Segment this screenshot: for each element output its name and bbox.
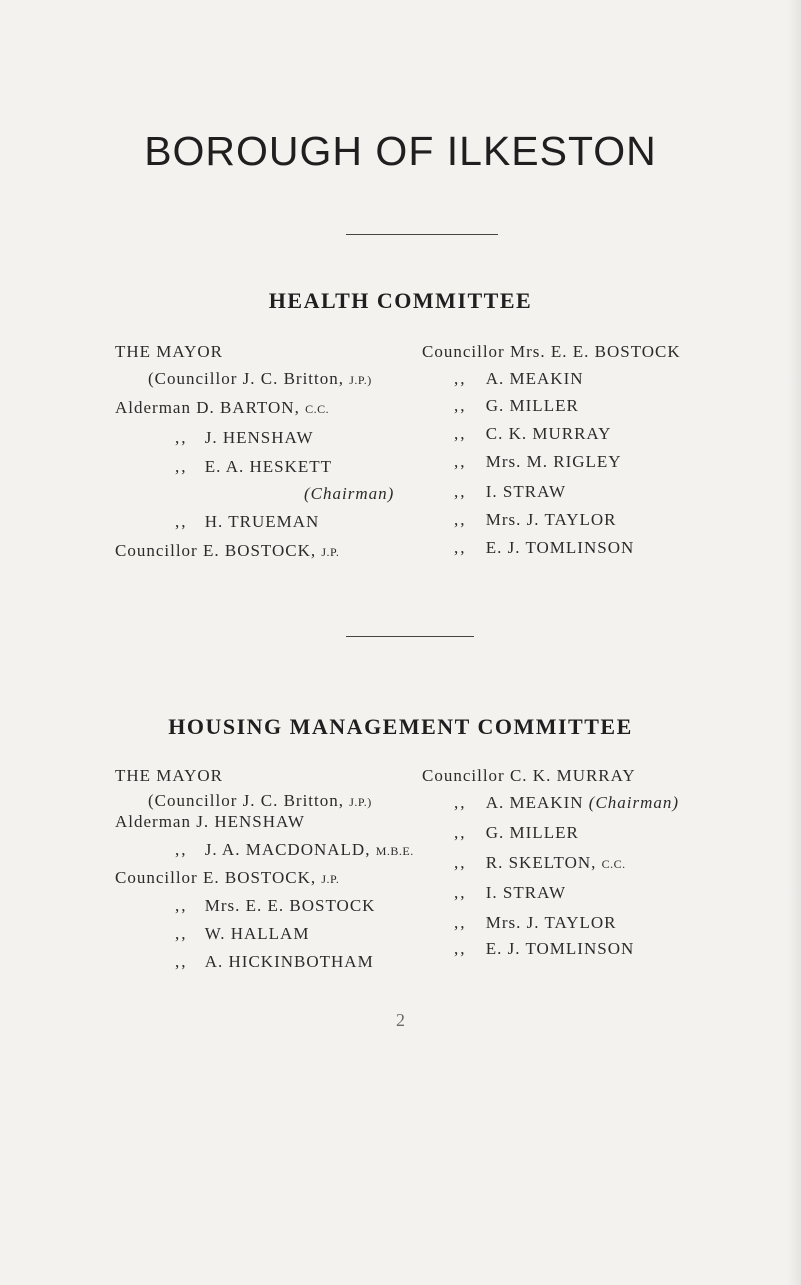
ditto-mark: ,, [454,853,467,872]
mayor-note: (Councillor J. C. Britton, [148,791,344,810]
honour-suffix: J.P.) [349,795,372,809]
ditto-mark: ,, [454,939,467,958]
member-line [148,369,372,390]
member-line [175,952,374,972]
member-name: Councillor E. BOSTOCK, [115,868,317,887]
member-line [454,913,616,933]
member-name: A. MEAKIN [485,793,584,812]
chairman-note: (Chairman) [588,793,680,812]
member-name: I. STRAW [485,482,567,501]
housing-committee-heading: HOUSING MANAGEMENT COMMITTEE [168,714,633,739]
member-name: E. J. TOMLINSON [485,538,635,557]
ditto-mark: ,, [175,840,188,859]
ditto-mark: ,, [454,369,467,388]
ditto-mark: ,, [454,452,467,471]
chairman-note: (Chairman) [304,484,395,503]
member-line [454,823,579,843]
member-name: J. A. MACDONALD, [204,840,371,859]
member-line [175,457,332,477]
member-name: H. TRUEMAN [204,512,320,531]
ditto-mark: ,, [454,396,467,415]
member-line [175,896,375,916]
member-line [454,424,611,444]
member-line [454,482,566,502]
ditto-mark: ,, [454,482,467,501]
member-line [454,452,622,472]
member-line: Councillor C. K. MURRAY [422,766,636,785]
ditto-mark: ,, [454,823,467,842]
member-name: Councillor E. BOSTOCK, [115,541,317,560]
member-line [454,883,566,903]
member-name: A. HICKINBOTHAM [204,952,374,971]
page-number: 2 [396,1010,405,1030]
ditto-mark: ,, [454,424,467,443]
member-line [454,939,634,959]
member-line [454,510,616,530]
member-line: THE MAYOR [115,766,224,785]
title-divider [346,234,498,235]
ditto-mark: ,, [454,538,467,557]
member-line [175,924,309,944]
page-edge-shadow [787,0,801,1285]
ditto-mark: ,, [175,512,188,531]
ditto-mark: ,, [175,924,188,943]
ditto-mark: ,, [454,883,467,902]
member-name: R. SKELTON, [485,853,597,872]
mayor-note: (Councillor J. C. Britton, [148,369,344,388]
ditto-mark: ,, [175,952,188,971]
ditto-mark: ,, [175,896,188,915]
ditto-mark: ,, [454,510,467,529]
member-name: Mrs. J. TAYLOR [485,510,617,529]
member-line [454,538,634,558]
member-name: C. K. MURRAY [485,424,612,443]
member-line [115,541,339,562]
honour-suffix: M.B.E. [375,844,414,858]
member-name: Mrs. M. RIGLEY [485,452,622,471]
member-name: G. MILLER [485,823,579,842]
member-line [175,840,414,861]
member-line [454,369,584,389]
member-name: Mrs. E. E. BOSTOCK [204,896,376,915]
section-divider [346,636,474,637]
member-line [115,342,223,362]
member-name: A. MEAKIN [485,369,584,388]
member-line [115,868,339,889]
ditto-mark: ,, [175,428,188,447]
member-line [454,793,679,813]
member-line: Alderman J. HENSHAW [115,812,305,831]
ditto-mark: ,, [175,457,188,476]
honour-suffix: J.P. [321,545,340,559]
member-name: E. J. TOMLINSON [485,939,635,958]
member-line [175,512,319,532]
ditto-mark: ,, [454,913,467,932]
honour-suffix: J.P. [321,872,340,886]
mayor-title: THE MAYOR [115,342,224,361]
member-line: Councillor Mrs. E. E. BOSTOCK [422,342,681,361]
member-line [175,428,314,448]
honour-suffix: C.C. [601,857,626,871]
member-name: Mrs. J. TAYLOR [485,913,617,932]
member-name: I. STRAW [485,883,567,902]
member-line [115,398,329,419]
member-line [454,396,579,416]
member-line [148,791,372,812]
member-line [454,853,626,874]
health-committee-heading: HEALTH COMMITTEE [268,288,533,313]
member-name: J. HENSHAW [204,428,314,447]
member-name: Alderman D. BARTON, [115,398,300,417]
honour-suffix: J.P.) [349,373,372,387]
ditto-mark: ,, [454,793,467,812]
member-name: W. HALLAM [204,924,310,943]
document-title: BOROUGH OF ILKESTON [144,128,657,174]
honour-suffix: C.C. [305,402,330,416]
member-name: G. MILLER [485,396,579,415]
member-name: E. A. HESKETT [204,457,333,476]
